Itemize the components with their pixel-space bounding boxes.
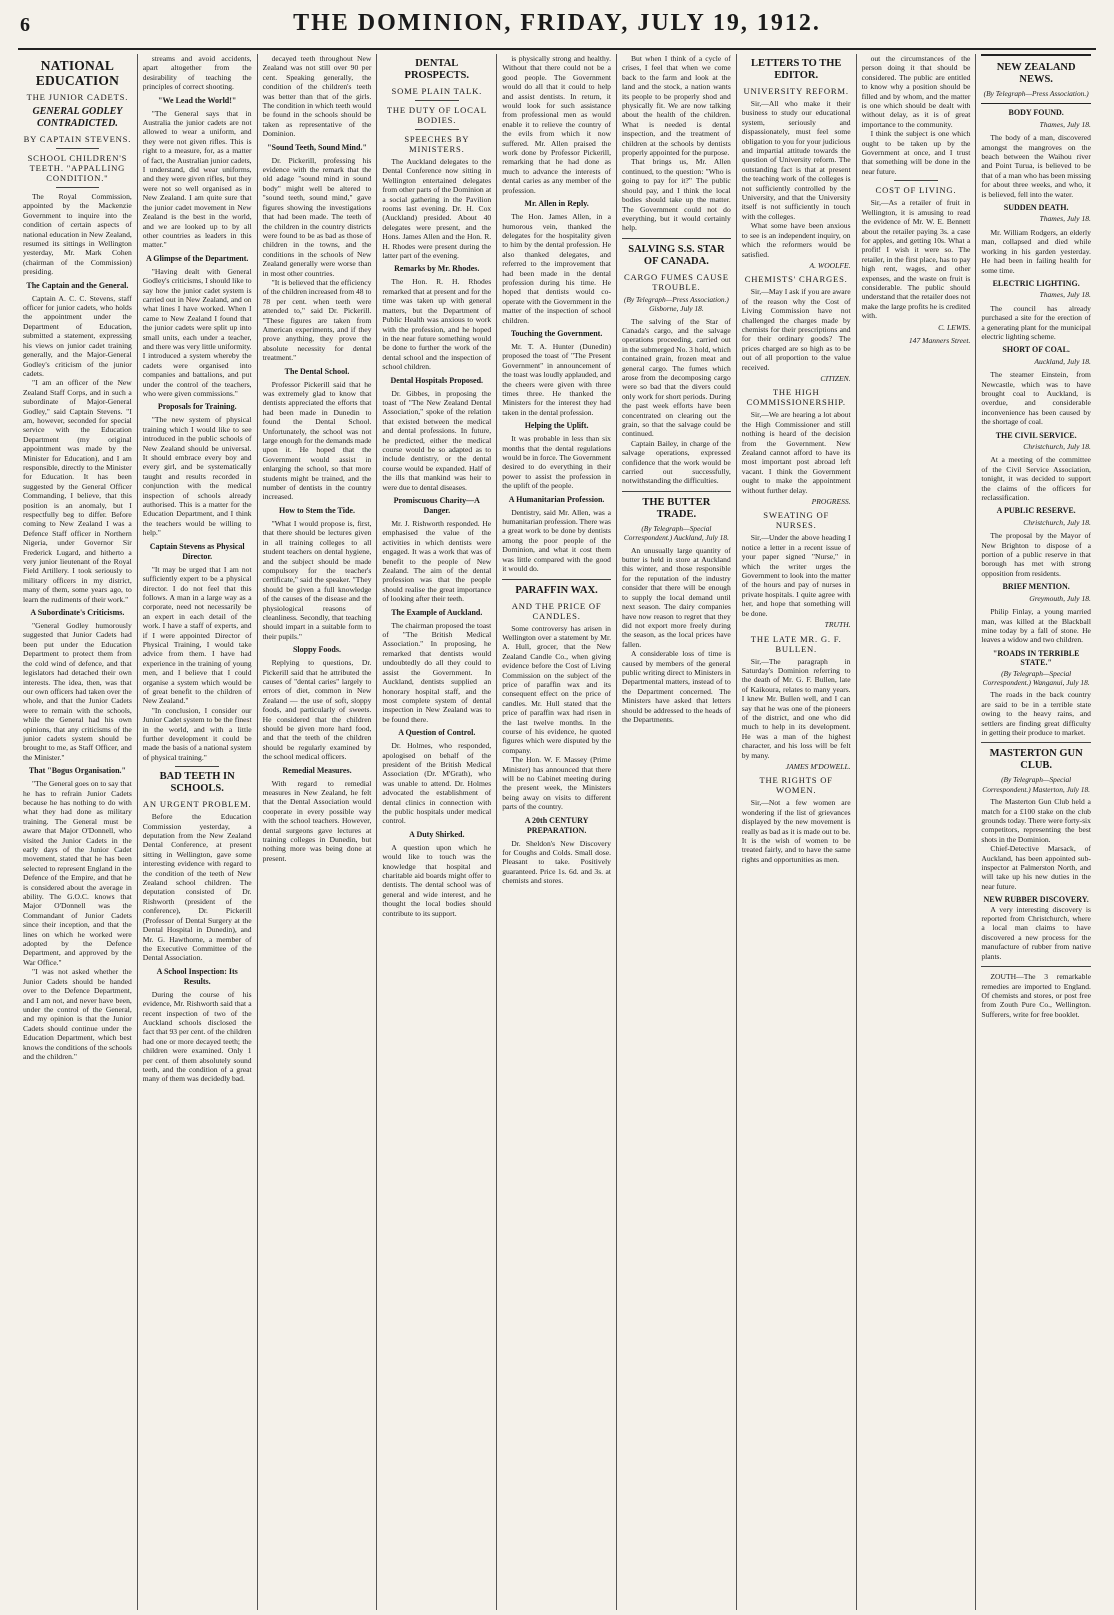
paragraph: Dr. Holmes, who responded, apologised on behalf of the president of the British Medical Association (Dr. M'Grath), who was unable to attend. Dr. Holmes advocated the establishment of dental clinics in connection with the public hospitals under medical control.	[382, 741, 492, 826]
paragraph: "The General says that in Australia the junior cadets are not allowed to wear a uniform, and they were not given rifles. This is right to a measure, for, as a matter of fact, the Australian junior cadets, I understand, did wear uniforms, and they were given rifles, but they were not so well organised as in New Zealand. I am quite sure that the junior cadet movement in New Zealand is the best in the world, and we are looked up to by all other countries as leaders in this matter."	[142, 108, 252, 250]
advert-text: ZOUTH—The 3 remarkable remedies are imported to England. Of chemists and stores, or post free from Zouth Pure Co., Wellington. Sufferers, write for free booklet.	[981, 972, 1091, 1019]
subhead: The Dental School.	[284, 366, 350, 376]
paragraph: "General Godley humorously suggested that Junior Cadets had been put under the Education Department to protect them from the cold wind of defence, and that legislators had detached their own interests. The idea, then, was that our own officers had taken over the whole, and that the Junior Cadets were to remain with the schools, while the General had his own opinions, that any criticisms of the junior cadets system should be brought to me, as Staff Officer, and the Minister."	[23, 621, 132, 762]
place-date: Christchurch, July 18.	[1023, 442, 1091, 451]
headline-bad-teeth: BAD TEETH IN SCHOOLS.	[159, 771, 235, 795]
column-3	[258, 54, 378, 1610]
dateline: (By Telegraph—Press Association.)	[983, 89, 1089, 98]
paragraph: Chief-Detective Marsack, of Auckland, has been appointed sub-inspector at Palmerston North, and will take up his new duties in the near future.	[981, 844, 1091, 891]
paragraph: out the circumstances of the person doing it that should be considered. The public are entitled to know why a position should be filled and by whom, and the matter is one which should be dealt with without delay, as it is of great importance to the community.	[861, 54, 971, 129]
subhead: "We Lead the World!"	[158, 95, 237, 105]
subhead: "Sound Teeth, Sound Mind."	[267, 142, 367, 152]
subhead: AND THE PRICE OF CANDLES.	[511, 600, 602, 621]
paragraph: Before the Education Commission yesterday, a deputation from the New Zealand Dental Conference, at present sitting in Wellington, gave some interesting evidence with regard to the condition of the teeth of New Zealand school children. The deputation consisted of Dr. Rishworth (president of the conference), Dr. Pickerill (Professor of Dental Surgery at the Dental Hospital in Dunedin), and Mr. G. Hawthorne, a member of the Executive Committee of the Dental Association.	[142, 812, 252, 963]
place-date: Thames, July 18.	[1039, 119, 1091, 129]
column-7	[737, 54, 857, 1610]
paragraph: Sir,—We are hearing a lot about the High Commissioner and still nothing is heard of the decision from the Government. New Zealand cannot afford to have its most important post abroad left vacant. I think the Government ought to make the appointment without further delay.	[741, 410, 851, 495]
headline-salving-star-of-canada: SALVING S.S. STAR OF CANADA.	[628, 243, 725, 267]
paragraph: It was probable in less than six months that the dental regulations would be in force. The Government desired to do everything in their power to assist the profession in the uplift of the people.	[502, 434, 611, 491]
brief-heading: A PUBLIC RESERVE.	[996, 506, 1076, 516]
subhead: THE HIGH COMMISSIONERSHIP.	[746, 387, 846, 408]
place-date: Auckland, July 18.	[1034, 356, 1091, 366]
subhead: The Captain and the General.	[26, 280, 129, 290]
subhead: CARGO FUMES CAUSE TROUBLE.	[623, 271, 729, 292]
subhead: The Example of Auckland.	[391, 607, 483, 617]
subhead: Mr. Allen in Reply.	[524, 199, 589, 209]
paragraph: Sir,—All who make it their business to study our educational system, seriously and dispassionately, must feel some obligation to you for your judicious and impartial attitude towards the question of University reform. The outstanding fact is that at present the teaching work of the colleges is not sufficiently controlled by the University, and that the University itself is not sufficiently in touch with the colleges.	[741, 99, 851, 221]
headline-dental-prospects: DENTAL PROSPECTS.	[404, 58, 470, 81]
dateline: (By Telegraph—Special Correspondent.) Auckland, July 18.	[623, 523, 729, 543]
deck-school-teeth: SCHOOL CHILDREN'S TEETH. "APPALLING CONDITION."	[27, 153, 128, 183]
column-4	[377, 54, 497, 1610]
address: 147 Manners Street.	[908, 335, 971, 345]
paragraph: Some controversy has arisen in Wellington over a statement by Mr. A. Hull, grocer, that the New Zealand Candle Co., when giving evidence before the Cost of Living Commission on the subject of the price of paraffin wax and its consequent effect on the price of candles. Mr. Hull stated that the price of paraffin wax had risen in the last twelve months. In the course of his evidence, he quoted figures which were disputed by the company.	[502, 623, 611, 755]
paragraph: The body of a man, discovered amongst the mangroves on the beach between the Waihou river and Point Turua, is believed to be that of a man who has been missing for about three weeks, and who, it is believed, fell into the water.	[981, 133, 1091, 199]
signature: TRUTH.	[824, 620, 851, 630]
signature: A. WOOLFE.	[809, 260, 851, 270]
advert-text: Dr. Sheldon's New Discovery for Coughs and Colds. Small dose. Pleasant to take. Positively guaranteed. Price 1s. 6d. and 3s. at chemists and stores.	[502, 838, 611, 886]
paragraph: An unusually large quantity of butter is held in store at Auckland this winter, and those responsible for the reputation of the industry consider that there will be enough to supply the local demand until next season. The dairy companies have now reason to regret that they did not export more freely during the season, as the local prices have fallen.	[621, 545, 731, 649]
column-9	[976, 54, 1096, 1610]
subhead: Proposals for Training.	[157, 402, 237, 412]
paragraph: The chairman proposed the toast of "The British Medical Association." In proposing, he remarked that dentists would undoubtedly do all they could to assist the Government. In Auckland, dentists supplied an honorary hospital staff, and the most complete system of dental inspection in New Zealand was to be found there.	[382, 620, 492, 724]
column-6	[617, 54, 737, 1610]
columns	[18, 54, 1096, 1610]
paragraph: Mr. J. Rishworth responded. He emphasised the value of the activities in which dentists were engaged. It was a work that was of benefit to the people of New Zealand. The aim of the dental profession was that the people should realise the great importance of looking after their teeth.	[382, 519, 492, 604]
paragraph: Dentistry, said Mr. Allen, was a humanitarian profession. There was a great work to be done by dentists among the poor people of the Dominion, and what it cost them was little compared with the good it would do.	[502, 507, 611, 574]
paragraph: At a meeting of the committee of the Civil Service Association, tonight, it was decided to support the claims of the officers for reclassification.	[981, 455, 1091, 503]
paragraph: "It may be urged that I am not sufficiently expert to be a physical director. I do not feel that this follows. A man in a large way as a corporate, need not necessarily be an expert in each detail of the work. I have a staff of experts, and if I were appointed Director of Physical Training, I would take advice from them. I have had experience in the training of young men, and I believe that I could organise a system which would be of great benefit to the children of New Zealand."	[142, 564, 252, 706]
subhead: COST OF LIVING.	[875, 185, 957, 196]
byline: BY CAPTAIN STEVENS.	[23, 134, 132, 144]
subhead: THE RIGHTS OF WOMEN.	[759, 775, 833, 796]
paragraph: What some have been anxious to see is an independent inquiry, on which the reformers would be satisfied.	[741, 221, 851, 259]
paragraph: The Hon. James Allen, in a humorous vein, thanked the delegates for the hospitality given to him by the dental profession. He also thanked delegates, and referred to the improvement that had been made in the dental profession during his time. He hoped that dentists would co-operate with the Government in the matter of the inspection of school children.	[502, 212, 611, 325]
subhead: A Question of Control.	[398, 728, 476, 738]
newspaper-title: THE DOMINION, FRIDAY, JULY 19, 1912.	[293, 10, 821, 36]
paragraph: The Hon. W. F. Massey (Prime Minister) has announced that there will be no Cabinet meeting during the present week, the Ministers being away on visits to different parts of the country.	[502, 755, 611, 812]
place-date: Thames, July 18.	[1039, 290, 1091, 300]
paragraph: "It is believed that the efficiency of the children increased from 48 to 78 per cent. when teeth were attended to," said Dr. Pickerill. "These figures are taken from American experiments, and if they prove anything, they prove the absolute necessity for dental treatment."	[262, 277, 372, 363]
signature: CITIZEN.	[820, 373, 851, 383]
subhead-urgent-problem: AN URGENT PROBLEM.	[142, 799, 252, 810]
subhead: THE LATE MR. G. F. BULLEN.	[750, 633, 842, 654]
place-date: Christchurch, July 18.	[1023, 517, 1091, 527]
paragraph: Sir,—The paragraph in Saturday's Dominion referring to the death of Mr. G. F. Bullen, late of Kaikoura, relates to many years. I knew Mr. Bullen well, and I can say that he was one of the pioneers of the district, and one who did much to help in its development. He was a man of the highest character, and his loss will be felt by many.	[741, 656, 851, 760]
brief-heading: THE CIVIL SERVICE.	[995, 430, 1077, 440]
paragraph: decayed teeth throughout New Zealand was not still over 90 per cent. Speaking generally, the condition of the children's teeth was better than that of the girls. The condition in which teeth would be found in the schools should be taken as representative of the Dominion.	[262, 54, 372, 139]
subhead: THE DUTY OF LOCAL BODIES.	[386, 105, 487, 125]
subhead: SWEATING OF NURSES.	[763, 510, 830, 531]
subhead: A Subordinate's Criticisms.	[30, 608, 125, 618]
paragraph: The Royal Commission, appointed by the Mackenzie Government to inquire into the condition of certain aspects of national education in New Zealand, resumed its sittings in Wellington yesterday, Mr. Mark Cohen (chairman of the Commission) presiding.	[23, 192, 132, 277]
paragraph: "The General goes on to say that he has to refrain Junior Cadets because he has nothing to do with what they had done as military training. The General must be aware that Major O'Donnell, who visited the Junior Cadets in the early days of the Junior Cadet movement, stated that he has been selected to represent England in the Defence of the Empire, and that he is considered about the average in ability. The G.O.C. knows that Major O'Donnell was the Commandant of Junior Cadets since their inception, and that the lines on which he worked were adopted by the Defence Department, and approved by the War Office."	[23, 779, 132, 967]
paragraph: The Auckland delegates to the Dental Conference now sitting in Wellington entertained delegates from other parts of the Dominion at a social gathering in the Pavilion rooms last evening. Dr. H. Cox (Auckland) presided. About 40 delegates were present, and the Hons. James Allen and the Hon. R. H. Rhodes were present during the latter part of the evening.	[382, 157, 492, 261]
paragraph: A considerable loss of time is caused by members of the general public writing direct to Ministers in Departmental matters, instead of to the Department concerned. The Ministers have asked that letters should be addressed to the heads of the Departments.	[621, 649, 731, 724]
paragraph: Philip Finlay, a young married man, was killed at the Blackball mine today by a fall of stone. He leaves a widow and two children.	[981, 607, 1091, 645]
paragraph: "I am an officer of the New Zealand Staff Corps, and in such a subordinate of Major-General Godley," said Captain Stevens. "I am, however, seconded for special service with the Education Department (my original appointment was made by the Minister for Education), and I am responsible, directly to the Minister for Education. It has been suggested by the General Officer Commanding, I believe, that this position is an anomaly, but I respectfully beg to differ. Before coming to New Zealand I was a Defence Staff officer in Northern Nigeria, under Governor Sir Frederick Lugard, and hitherto a very junior lieutenant of the Royal Field Artillery. I took seriously to military officers in my district, many of them, some years ago, to learn the rudiments of their work."	[23, 378, 132, 604]
column-2	[138, 54, 258, 1610]
paragraph: Captain A. C. C. Stevens, staff officer for junior cadets, who holds the appointment under the Department of Education, submitted a statement, expressing his views on junior cadet training generally, and the Major-General Godley's criticism of the junior cadets.	[23, 293, 132, 378]
brief-heading: NEW RUBBER DISCOVERY.	[983, 895, 1089, 905]
subhead: A Duty Shirked.	[409, 829, 465, 839]
paragraph: Sir,—May I ask if you are aware of the reason why the Cost of Living Commission have not challenged the charges made by chemists for their prescriptions and for their ordinary goods? The prices charged are so high as to be out of all proportion to the value received.	[741, 287, 851, 372]
paragraph: Mr. William Rodgers, an elderly man, collapsed and died while working in his garden yesterday. He had been in failing health for some time.	[981, 227, 1091, 275]
headline-masterton-gun-club: MASTERTON GUN CLUB.	[989, 748, 1083, 772]
paragraph: "What I would propose is, first, that there should be lectures given in all training colleges to all student teachers on dental hygiene, and the subject should be made compulsory for the teacher's certificate," said the speaker. "They should be given a full knowledge of the causes of the disease and the physiological reasons of cleanliness. Secondly, that teaching should impart in a suitable form to their pupils."	[262, 518, 372, 641]
dateline: (By Telegraph—Special Correspondent.) Masterton, July 18.	[982, 775, 1090, 794]
headline-new-zealand-news: NEW ZEALAND NEWS.	[996, 62, 1076, 85]
subhead: UNIVERSITY REFORM.	[743, 86, 849, 96]
signature: JAMES M'DOWELL.	[785, 761, 851, 771]
paragraph: The Masterton Gun Club held a match for a £100 stake on the club grounds today. There were forty-six competitors, representing the best shots in the Dominion.	[981, 797, 1091, 844]
subhead: SPEECHES BY MINISTERS.	[404, 134, 470, 154]
brief-heading: "ROADS IN TERRIBLE STATE."	[992, 648, 1080, 668]
subhead: Remedial Measures.	[282, 765, 352, 775]
signature: C. LEWIS.	[938, 322, 971, 332]
paragraph: "The new system of physical training which I would like to see introduced in the public schools of New Zealand should be universal. It should embrace every boy and every girl, and be systematically taught and results recorded in conjunction with the medical inspection of schools already authorised. This is a matter for the Education Department, and I think the teachers would be willing to help."	[142, 415, 252, 538]
subhead: Remarks by Mr. Rhodes.	[394, 264, 480, 274]
signature: PROGRESS.	[811, 497, 851, 507]
subhead: How to Stem the Tide.	[279, 505, 355, 515]
place-date: Thames, July 18.	[1039, 214, 1091, 224]
brief-heading: BODY FOUND.	[1008, 108, 1064, 118]
paragraph: During the course of his evidence, Mr. Rishworth said that a recent inspection of two of the Auckland schools disclosed the fact that 93 per cent. of the children had one or more decayed teeth; the children were examined. Only 1 per cent. of them absolutely sound teeth, and the condition of a great many of them was decidedly bad.	[142, 989, 252, 1084]
paragraph: I think the subject is one which ought to be taken up by the Government at once, and I trust that something will be done in the near future.	[861, 129, 971, 176]
dateline: (By Telegraph—Press Association.) Gisborne, July 18.	[623, 294, 729, 314]
paragraph: Mr. T. A. Hunter (Dunedin) proposed the toast of "The Present Government" in announcement of the toast was loudly applauded, and the cheers were given with three times three. He thanked the Ministers for the interest they had taken in the dental profession.	[502, 341, 611, 417]
advert-heading: A 20th CENTURY PREPARATION.	[524, 815, 589, 835]
subhead: A Glimpse of the Department.	[145, 253, 249, 263]
subhead: Dental Hospitals Proposed.	[390, 375, 484, 385]
headline-butter-trade: THE BUTTER TRADE.	[642, 496, 711, 520]
brief-heading: ELECTRIC LIGHTING.	[992, 278, 1080, 288]
headline-national-education: NATIONAL EDUCATION	[35, 58, 120, 88]
paragraph: "I was not asked whether the Junior Cadets should be handed over to the Defence Department, and I am not, and never have been, under the control of the General, and my opinion is that the Junior Cadets should continue under the Education Department, which best knows the conditions of the schools and the children."	[23, 967, 132, 1061]
paragraph: A very interesting discovery is reported from Christchurch, where a local man claims to have discovered a new process for the manufacture of rubber from native plants.	[981, 904, 1091, 961]
column-8	[857, 54, 977, 1610]
subhead: A School Inspection: Its Results.	[156, 966, 238, 986]
paragraph: "In conclusion, I consider our Junior Cadet system to be the finest in the world, and with a little further development it could be made the basis of a national system of physical training."	[142, 705, 252, 762]
paragraph: Replying to questions, Dr. Pickerill said that he attributed the causes of "dental caries" largely to errors of diet, common in New Zealand — the use of soft, sloppy foods, and particularly of sweets. He considered that the children should be given more hard food, and that the teeth of the children should be regularly examined by the school medical officers.	[262, 658, 372, 762]
subhead: CHEMISTS' CHARGES.	[744, 274, 848, 285]
paragraph: The proposal by the Mayor of New Brighton to dispose of a portion of a public reserve in that borough has met with strong opposition from residents.	[981, 531, 1091, 578]
subhead: SOME PLAIN TALK.	[391, 86, 483, 96]
subhead: Helping the Uplift.	[524, 421, 589, 431]
subhead: Touching the Government.	[510, 328, 603, 338]
paragraph: That brings us, Mr. Allen continued, to the question: "Who is going to pay for it?" The public should pay, and I think the local bodies should take up the matter. The Government could not do everything, but it would certainly help.	[621, 157, 731, 233]
paragraph: Captain Bailey, in charge of the salvage operations, expressed confidence that the work would be carried out successfully, notwithstanding the difficulties.	[621, 438, 731, 486]
subhead: Sloppy Foods.	[292, 645, 341, 655]
paragraph: Dr. Gibbes, in proposing the toast of "The New Zealand Dental Association," spoke of the relation that existed between the medical and dental professions. In future, he predicted, either the medical course would be so adapted as to include dentistry, or the dental course would be expanded. Half of the ills that mankind was heir to were due to dental diseases.	[382, 388, 492, 492]
subhead: That "Bogus Organisation."	[28, 766, 126, 776]
place-date: Greymouth, July 18.	[1029, 593, 1091, 603]
column-1	[18, 54, 138, 1610]
brief-heading: BRIEF MENTION.	[1002, 582, 1070, 592]
paragraph: The roads in the back country are said to be in a terrible state owing to the heavy rains, and settlers are finding great difficulty in getting their produce to market.	[981, 690, 1091, 737]
paragraph: Dr. Pickerill, professing his evidence with the remark that the old adage "sound mind in sound body" might well be altered to "sound teeth, sound mind," gave figures showing the investigations that had been made. The teeth of the children in the country districts were found to be as bad as those of children in the towns, and the conditions in the schools of New Zealand generally were worse than in most other countries.	[262, 155, 372, 278]
paragraph: But when I think of a cycle of crises, I feel that when we come back to the farm and look at the land and the stock, a nation wants its people to be properly shod and physically fit. We are now talking about the health of the children. What is needed is dental inspection, and the treatment of children at the schools by dentists properly appointed for the purpose.	[621, 54, 731, 158]
paragraph: The council has already purchased a site for the erection of a generating plant for the municipal electric lighting scheme.	[981, 303, 1091, 341]
brief-heading: SHORT OF COAL.	[1002, 345, 1070, 355]
paragraph: The salving of the Star of Canada's cargo, and the salvage operations proceeding, carried out in the submerged No. 3 hold, which contained grain, frozen meat and general cargo. The fumes which arose from the decomposing cargo were so bad that the divers could only work for short periods. During the past week efforts have been concentrated on clearing out the grain, so that the salvage could be continued.	[621, 316, 731, 439]
headline-paraffin-wax: PARAFFIN WAX.	[515, 584, 598, 596]
paragraph: The steamer Einstein, from Newcastle, which was to have brought coal to Auckland, is overdue, and considerable inconvenience has been caused by the shortage of coal.	[981, 370, 1091, 427]
paragraph: Sir,—As a retailer of fruit in Wellington, it is amusing to read the evidence of Mr. W. E. Bennett about the retailer paying 3s. a case for apples, and getting 10s. What a profit! I wish it were so. The retailer, in the first place, has to pay high rent, wages, and other expenses, and the waste on fruit is considerable. The public should understand that the retailer does not make the large profits he is credited with.	[861, 198, 971, 321]
paragraph: Professor Pickerill said that he was extremely glad to know that dentists appreciated the efforts that had been made in Dunedin to found the Dental School. Unfortunately, the school was not large enough for the demands made upon it. He hoped that the Government would assist in enlarging the school, so that more students might be trained, and the number of dentists in the country increased.	[262, 379, 372, 502]
paragraph: Sir,—Not a few women are wondering if the list of grievances displayed by the new movement is really as bad as it is made out to be. It is the wish of women to be treated fairly, and to have the same rights and opportunities as men.	[741, 798, 851, 864]
subhead: A Humanitarian Profession.	[508, 494, 605, 504]
subhead-godley-contradicted: GENERAL GODLEY CONTRADICTED.	[32, 106, 123, 129]
brief-heading: SUDDEN DEATH.	[1003, 203, 1069, 213]
paragraph: Sir,—Under the above heading I notice a letter in a recent issue of your paper signed "Nurse," in which the writer urges the Government to look into the matter of the hours and pay of nurses in private hospitals. I quite agree with her, and hope that something will be done.	[741, 533, 851, 618]
subhead: Captain Stevens as Physical Director.	[149, 541, 245, 561]
paragraph: With regard to remedial measures in New Zealand, he felt that the Dental Association would cooperate in every possible way with the school teachers. However, dental surgeons gave lectures at training colleges in Dunedin, but nothing more was being done at present.	[262, 778, 372, 863]
paragraph: A question upon which he would like to touch was the knowledge that hospital and charitable aid boards might offer to dentists. The dental school was of general and wide interest, and he thought the local bodies should contribute to its support.	[382, 842, 492, 918]
column-5	[497, 54, 617, 1610]
subhead-junior-cadets: THE JUNIOR CADETS.	[26, 92, 129, 102]
paragraph: "Having dealt with General Godley's criticisms, I should like to say how the junior cadet system is carried out in New Zealand, and on what lines I have worked. When I came to New Zealand I found that the junior cadets were split up into small units, each under a teacher, and there was very little uniformity. I introduced a system whereby the cadets were organised into companies and battalions, and put under the control of the teachers, who were given commissions."	[142, 266, 252, 398]
paragraph: The Hon. R. H. Rhodes remarked that at present and for the time was taken up with general matters, but the Department of Public Health was anxious to work with the profession, and he hoped in the near future something would be done to further the work of the dental school and the inspection of school children.	[382, 277, 492, 372]
masthead	[18, 8, 1096, 50]
headline-letters-to-editor: LETTERS TO THE EDITOR.	[750, 58, 842, 81]
page-number: 6	[20, 14, 30, 36]
dateline: (By Telegraph—Special Correspondent.) Wanganui, July 18.	[982, 668, 1090, 687]
paragraph: is physically strong and healthy. Without that there could not be a good people. The Government would do all that it could to help and assist dentists. In return, it would look for such assistance from professional men as would enable it to relieve the country of the evils from which it now suffered. Mr. Allen praised the work done by Professor Pickerill, remarking that he had done as much to advance the interests of dental caries as any member of the profession.	[502, 54, 611, 195]
paragraph: streams and avoid accidents, apart altogether from the desirability of teaching the principles of correct shooting.	[142, 54, 252, 92]
subhead: Promiscuous Charity—A Danger.	[393, 496, 480, 515]
